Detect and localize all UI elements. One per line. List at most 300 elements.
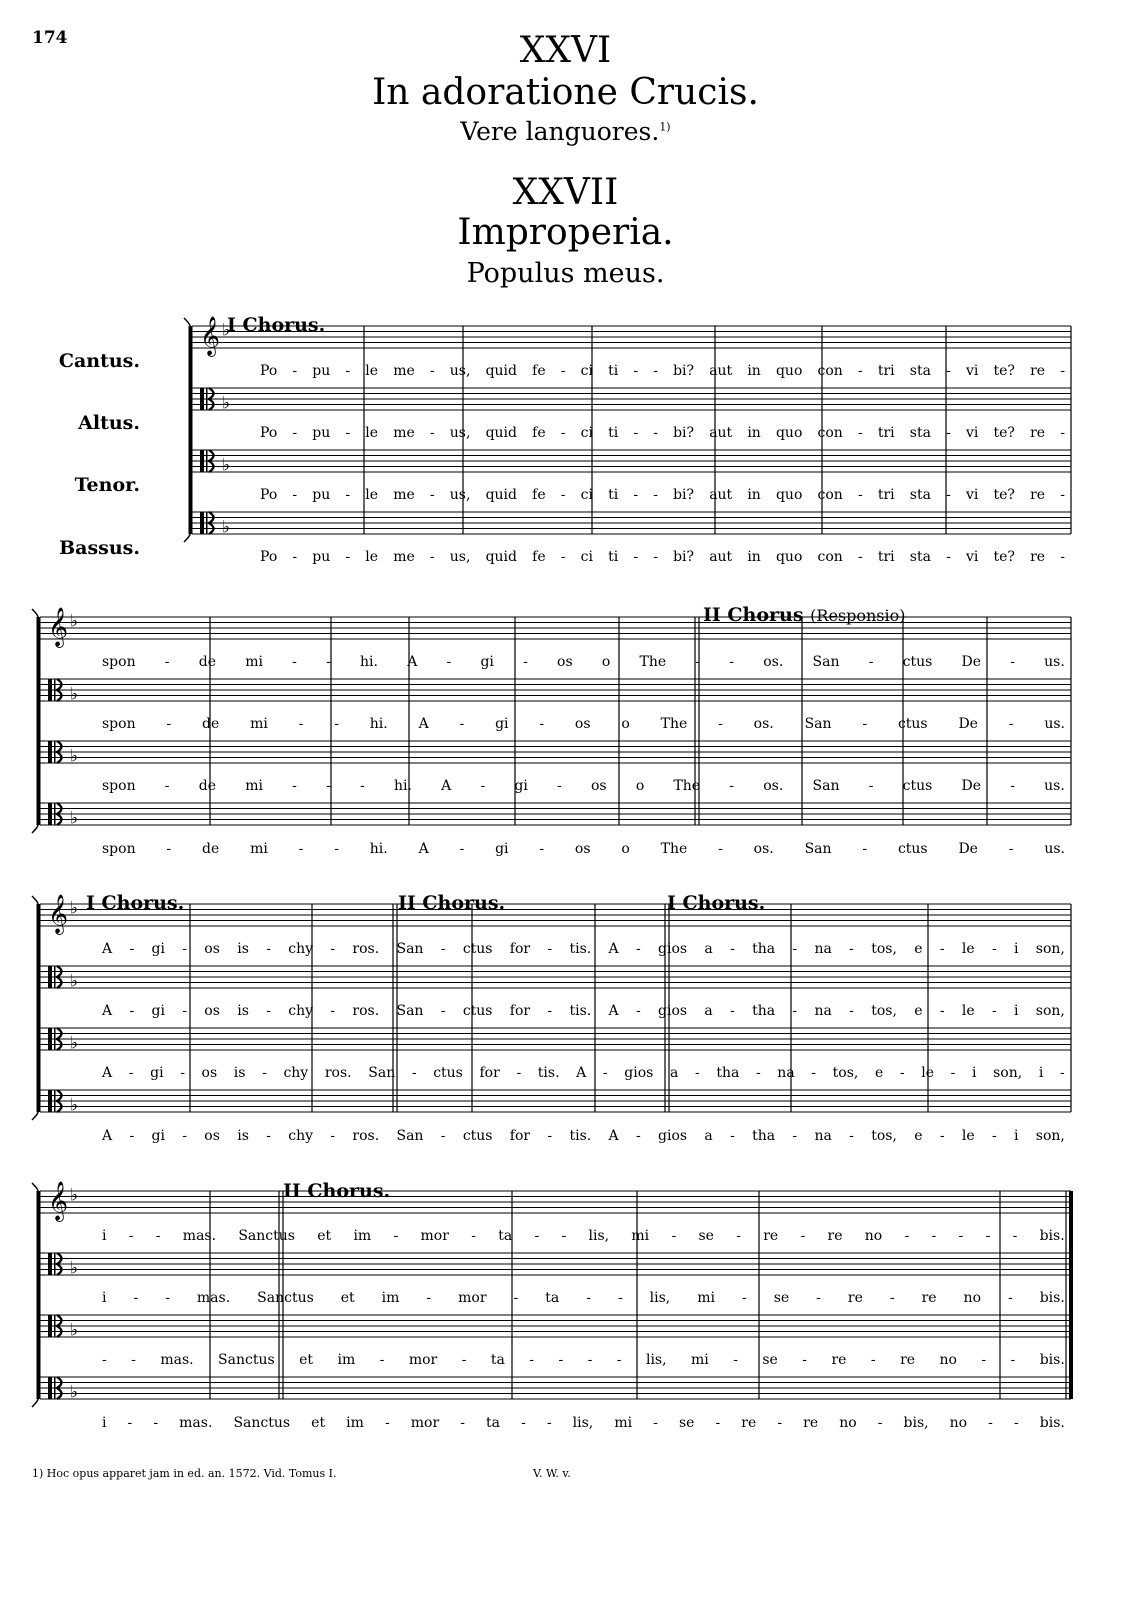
- lyric-hyphen: -: [521, 1415, 526, 1431]
- lyric-syllable: re: [900, 1352, 916, 1368]
- lyric-hyphen: -: [560, 363, 566, 379]
- lyric-hyphen: -: [736, 1228, 741, 1244]
- lyric-hyphen: -: [868, 654, 874, 670]
- lyric-syllable: for: [509, 941, 531, 957]
- lyric-hyphen: -: [127, 1415, 133, 1431]
- lyric-row: [260, 425, 1065, 441]
- lyric-syllable: ti: [608, 487, 619, 503]
- lyric-hyphen: -: [102, 1352, 107, 1368]
- lyric-row: [260, 487, 1065, 503]
- lyric-syllable: for: [509, 1003, 531, 1019]
- lyric-syllable: i: [1014, 941, 1019, 957]
- lyric-syllable: et: [340, 1290, 355, 1306]
- lyric-row: [102, 1128, 1065, 1144]
- lyric-syllable: gios: [658, 1128, 688, 1144]
- lyric-syllable: San: [396, 941, 424, 957]
- c-clef-icon: [48, 679, 52, 701]
- lyric-hyphen: -: [345, 363, 351, 379]
- page-number: 174: [32, 28, 68, 48]
- lyric-hyphen: -: [461, 1352, 467, 1368]
- lyric-syllable: sta: [909, 487, 931, 503]
- lyric-syllable: A: [608, 941, 619, 957]
- lyric-hyphen: -: [393, 1228, 399, 1244]
- lyric-hyphen: -: [1013, 1415, 1019, 1431]
- lyric-hyphen: -: [133, 1290, 139, 1306]
- lyric-hyphen: -: [602, 1065, 608, 1081]
- lyric-syllable: son,: [1035, 1128, 1065, 1144]
- flat-icon: ♭: [222, 393, 231, 414]
- lyric-syllable: us.: [1044, 716, 1065, 732]
- lyric-hyphen: -: [529, 1352, 535, 1368]
- lyric-syllable: us,: [449, 549, 471, 565]
- lyric-hyphen: -: [1010, 1352, 1016, 1368]
- lyric-hyphen: -: [165, 1290, 170, 1306]
- c-clef-icon: [48, 966, 52, 988]
- lyric-syllable: le: [921, 1065, 935, 1081]
- lyric-syllable: vi: [965, 363, 979, 379]
- lyric-syllable: A: [418, 716, 429, 732]
- lyric-syllable: re: [1030, 487, 1046, 503]
- lyric-syllable: The: [639, 654, 667, 670]
- lyric-hyphen: -: [480, 778, 486, 794]
- lyric-syllable: me: [393, 425, 415, 441]
- lyric-syllable: lis,: [645, 1352, 667, 1368]
- lyric-syllable: te?: [993, 487, 1015, 503]
- lyric-syllable: se: [773, 1290, 790, 1306]
- lyric-syllable: me: [393, 549, 415, 565]
- lyric-hyphen: -: [991, 1128, 997, 1144]
- lyric-syllable: me: [393, 363, 415, 379]
- lyric-hyphen: -: [616, 1352, 622, 1368]
- lyric-syllable: i: [972, 1065, 977, 1081]
- flat-icon: ♭: [222, 517, 231, 538]
- lyric-syllable: tha: [752, 1128, 776, 1144]
- lyric-syllable: us.: [1044, 654, 1065, 670]
- lyric-hyphen: -: [1010, 778, 1015, 794]
- section-title-26: In adoratione Crucis.: [372, 72, 759, 113]
- system-bracket: [32, 896, 38, 904]
- lyric-syllable: A: [576, 1065, 587, 1081]
- lyric-syllable: gios: [624, 1065, 654, 1081]
- lyric-hyphen: -: [899, 1065, 905, 1081]
- voice-name-cantus: Cantus.: [58, 350, 140, 372]
- lyric-hyphen: -: [129, 941, 135, 957]
- lyric-syllable: na: [814, 1003, 832, 1019]
- lyric-syllable: ctus: [902, 654, 933, 670]
- lyric-syllable: aut: [709, 363, 733, 379]
- lyric-hyphen: -: [128, 1065, 134, 1081]
- lyric-syllable: vi: [965, 425, 979, 441]
- lyric-hyphen: -: [330, 1128, 336, 1144]
- lyric-syllable: tri: [877, 363, 895, 379]
- system-bracket: [32, 1399, 38, 1407]
- lyric-hyphen: -: [946, 363, 951, 379]
- flat-icon: ♭: [70, 684, 79, 705]
- lyric-syllable: fe: [532, 487, 546, 503]
- lyric-syllable: e: [914, 1003, 923, 1019]
- lyric-syllable: de: [201, 841, 220, 857]
- lyric-syllable: quo: [775, 487, 803, 503]
- lyric-hyphen: -: [345, 425, 351, 441]
- lyric-syllable: ctus: [462, 1003, 493, 1019]
- lyric-syllable: for: [509, 1128, 531, 1144]
- lyric-syllable: in: [747, 363, 761, 379]
- lyric-syllable: San: [368, 1065, 396, 1081]
- lyric-syllable: De: [958, 716, 978, 732]
- lyric-syllable: ti: [608, 425, 619, 441]
- lyric-hyphen: -: [164, 778, 170, 794]
- lyric-hyphen: -: [946, 425, 951, 441]
- lyric-syllable: bi?: [673, 425, 695, 441]
- lyric-hyphen: -: [653, 425, 658, 441]
- lyric-syllable: ci: [580, 363, 593, 379]
- lyric-hyphen: -: [266, 941, 271, 957]
- lyric-syllable: pu: [312, 487, 331, 503]
- lyric-hyphen: -: [939, 1128, 945, 1144]
- lyric-syllable: A: [608, 1128, 619, 1144]
- lyric-syllable: spon: [102, 654, 136, 670]
- lyric-syllable: A: [102, 941, 113, 957]
- c-clef-icon: [48, 1377, 52, 1399]
- lyric-syllable: te?: [993, 363, 1015, 379]
- c-clef-icon: [48, 1028, 52, 1050]
- lyric-syllable: os: [204, 1003, 220, 1019]
- lyric-hyphen: -: [292, 778, 297, 794]
- lyric-syllable: no: [839, 1415, 857, 1431]
- lyric-hyphen: -: [166, 716, 172, 732]
- lyric-syllable: tis.: [569, 1003, 592, 1019]
- lyric-syllable: vi: [965, 487, 979, 503]
- lyric-hyphen: -: [546, 1415, 552, 1431]
- lyric-syllable: re: [741, 1415, 757, 1431]
- lyric-syllable: et: [317, 1228, 332, 1244]
- lyric-hyphen: -: [653, 487, 658, 503]
- lyric-syllable: Po: [260, 487, 278, 503]
- lyric-hyphen: -: [429, 487, 435, 503]
- lyric-syllable: mor: [408, 1352, 438, 1368]
- lyric-syllable: ctus: [902, 778, 933, 794]
- lyric-syllable: no: [939, 1352, 957, 1368]
- lyric-syllable: re: [803, 1415, 819, 1431]
- lyric-syllable: tos,: [871, 1128, 897, 1144]
- flat-icon: ♭: [70, 746, 79, 767]
- incipit-text: Vere languores.: [460, 117, 660, 146]
- lyric-syllable: mas.: [160, 1352, 194, 1368]
- lyric-syllable: gi: [151, 1003, 165, 1019]
- lyric-syllable: pu: [312, 425, 331, 441]
- lyric-hyphen: -: [523, 654, 528, 670]
- lyric-syllable: le: [961, 1003, 975, 1019]
- lyric-syllable: os: [201, 1065, 218, 1081]
- lyric-syllable: se: [698, 1228, 714, 1244]
- lyric-syllable: re: [1030, 363, 1046, 379]
- lyric-syllable: in: [747, 487, 761, 503]
- lyric-syllable: us.: [1044, 841, 1065, 857]
- lyric-syllable: de: [198, 654, 216, 670]
- lyric-syllable: The: [660, 841, 688, 857]
- flat-icon: ♭: [70, 808, 79, 829]
- c-clef-icon: [48, 803, 52, 825]
- lyric-hyphen: -: [539, 841, 545, 857]
- treble-clef-icon: 𝄞: [48, 607, 69, 647]
- lyric-syllable: na: [777, 1065, 795, 1081]
- lyric-syllable: de: [201, 716, 220, 732]
- lyric-hyphen: -: [166, 841, 172, 857]
- lyric-syllable: ci: [580, 549, 593, 565]
- lyric-syllable: ctus: [433, 1065, 463, 1081]
- treble-clef-icon: 𝄞: [48, 1181, 69, 1221]
- lyric-syllable: bi?: [673, 487, 695, 503]
- lyric-hyphen: -: [516, 1065, 522, 1081]
- lyric-hyphen: -: [635, 1128, 641, 1144]
- lyric-syllable: is: [233, 1065, 246, 1081]
- lyric-hyphen: -: [153, 1415, 159, 1431]
- lyric-syllable: chy: [288, 1003, 314, 1019]
- lyric-hyphen: -: [292, 363, 298, 379]
- lyric-hyphen: -: [429, 363, 435, 379]
- lyric-hyphen: -: [561, 1228, 567, 1244]
- lyric-syllable: ta: [545, 1290, 560, 1306]
- system-bracket: [32, 1183, 38, 1191]
- lyric-syllable: mas.: [179, 1415, 213, 1431]
- lyric-syllable: quo: [775, 363, 803, 379]
- lyric-hyphen: -: [262, 1065, 267, 1081]
- lyric-hyphen: -: [718, 716, 723, 732]
- lyric-hyphen: -: [889, 1290, 895, 1306]
- lyric-row: [102, 941, 1065, 957]
- lyric-hyphen: -: [633, 425, 639, 441]
- lyric-syllable: Sanctus: [233, 1415, 291, 1431]
- c-clef-icon: [48, 741, 52, 763]
- lyric-row: [102, 1065, 1065, 1081]
- lyric-hyphen: -: [981, 1352, 987, 1368]
- lyric-syllable: mor: [458, 1290, 487, 1306]
- lyric-hyphen: -: [182, 941, 187, 957]
- lyric-hyphen: -: [1010, 654, 1015, 670]
- lyric-syllable: o: [601, 654, 611, 670]
- flat-icon: ♭: [70, 1033, 79, 1054]
- lyric-syllable: os.: [763, 654, 784, 670]
- lyric-syllable: tos,: [871, 1003, 897, 1019]
- lyric-syllable: tri: [877, 425, 895, 441]
- treble-clef-icon: 𝄞: [200, 316, 221, 356]
- lyric-hyphen: -: [877, 1415, 883, 1431]
- lyric-syllable: et: [311, 1415, 326, 1431]
- system-bracket: [32, 609, 38, 617]
- lyric-syllable: A: [441, 778, 452, 794]
- lyric-syllable: ros.: [352, 1003, 380, 1019]
- lyric-syllable: lis,: [572, 1415, 594, 1431]
- lyric-syllable: A: [102, 1003, 113, 1019]
- lyric-syllable: A: [608, 1003, 619, 1019]
- lyric-hyphen: -: [180, 1065, 185, 1081]
- lyric-syllable: bis,: [903, 1415, 929, 1431]
- lyric-syllable: ros.: [352, 941, 380, 957]
- lyric-hyphen: -: [298, 716, 304, 732]
- lyric-hyphen: -: [539, 716, 545, 732]
- lyric-syllable: The: [660, 716, 688, 732]
- lyric-syllable: ta: [498, 1228, 513, 1244]
- c-clef-icon: [200, 512, 204, 534]
- section-title-27: Improperia.: [457, 212, 674, 253]
- lyric-syllable: son,: [1035, 941, 1065, 957]
- lyric-syllable: Sanctus: [257, 1290, 314, 1306]
- lyric-syllable: mas.: [196, 1290, 231, 1306]
- lyric-syllable: mor: [410, 1415, 440, 1431]
- lyric-hyphen: -: [334, 841, 339, 857]
- chorus-label: I Chorus.: [227, 314, 326, 336]
- lyric-hyphen: -: [946, 487, 951, 503]
- lyric-hyphen: -: [459, 716, 465, 732]
- lyric-syllable: se: [762, 1352, 778, 1368]
- lyric-syllable: hi.: [360, 654, 378, 670]
- chorus-label: I Chorus.: [667, 892, 766, 914]
- lyric-syllable: i: [102, 1228, 107, 1244]
- lyric-hyphen: -: [1060, 363, 1065, 379]
- lyric-hyphen: -: [266, 1128, 271, 1144]
- lyric-hyphen: -: [334, 716, 339, 732]
- lyric-syllable: ros.: [324, 1065, 352, 1081]
- lyric-syllable: e: [914, 941, 923, 957]
- lyric-syllable: bi?: [673, 549, 695, 565]
- lyric-syllable: le: [961, 1128, 975, 1144]
- lyric-hyphen: -: [729, 778, 735, 794]
- lyric-syllable: ctus: [897, 841, 928, 857]
- lyric-syllable: no: [949, 1415, 968, 1431]
- lyric-syllable: hi.: [369, 716, 388, 732]
- lyric-hyphen: -: [718, 841, 723, 857]
- lyric-hyphen: -: [792, 1128, 798, 1144]
- section-incipit-27: Populus meus.: [466, 258, 665, 289]
- lyric-hyphen: -: [741, 1290, 747, 1306]
- flat-icon: ♭: [70, 611, 79, 632]
- lyric-row: [102, 1003, 1065, 1019]
- lyric-syllable: no: [864, 1228, 883, 1244]
- lyric-syllable: ti: [608, 363, 619, 379]
- lyric-hyphen: -: [129, 1128, 135, 1144]
- lyric-syllable: a: [704, 1003, 713, 1019]
- lyric-hyphen: -: [633, 487, 639, 503]
- lyric-syllable: sta: [909, 363, 931, 379]
- lyric-hyphen: -: [857, 363, 863, 379]
- lyric-hyphen: -: [440, 1003, 446, 1019]
- flat-icon: ♭: [70, 898, 79, 919]
- section-number-27: XXVII: [512, 172, 619, 213]
- lyric-syllable: us,: [449, 363, 471, 379]
- lyric-hyphen: -: [379, 1352, 385, 1368]
- lyric-hyphen: -: [384, 1415, 390, 1431]
- treble-clef-icon: 𝄞: [48, 894, 69, 934]
- lyric-syllable: fe: [532, 425, 546, 441]
- lyric-syllable: os: [204, 941, 220, 957]
- lyric-row: [102, 1415, 1065, 1431]
- lyric-syllable: aut: [709, 549, 733, 565]
- lyric-syllable: gi: [151, 1128, 165, 1144]
- lyric-syllable: te?: [993, 549, 1015, 565]
- c-clef-icon: [200, 388, 204, 410]
- lyric-syllable: vi: [965, 549, 979, 565]
- lyric-syllable: re: [1030, 549, 1046, 565]
- lyric-hyphen: -: [939, 941, 945, 957]
- c-clef-icon: [200, 450, 204, 472]
- lyric-syllable: le: [365, 487, 379, 503]
- lyric-row: [260, 549, 1065, 565]
- lyric-hyphen: -: [1060, 549, 1065, 565]
- lyric-syllable: bis.: [1039, 1228, 1065, 1244]
- lyric-syllable: con: [817, 363, 843, 379]
- lyric-syllable: o: [635, 778, 645, 794]
- lyric-syllable: quo: [775, 425, 803, 441]
- lyric-syllable: Po: [260, 549, 278, 565]
- lyric-hyphen: -: [534, 1228, 540, 1244]
- lyric-syllable: in: [747, 425, 761, 441]
- chorus-label: II Chorus.: [398, 892, 506, 914]
- lyric-syllable: aut: [709, 425, 733, 441]
- lyric-syllable: quid: [485, 549, 517, 565]
- lyric-syllable: tis.: [569, 941, 592, 957]
- lyric-hyphen: -: [560, 425, 566, 441]
- lyric-row: [102, 654, 1065, 670]
- lyric-syllable: fe: [532, 549, 546, 565]
- lyric-row: [102, 841, 1065, 857]
- lyric-hyphen: -: [800, 1228, 806, 1244]
- lyric-hyphen: -: [950, 1065, 956, 1081]
- lyric-hyphen: -: [991, 1003, 997, 1019]
- c-clef-icon: [48, 1315, 52, 1337]
- lyric-syllable: Sanctus: [238, 1228, 295, 1244]
- lyric-hyphen: -: [292, 425, 298, 441]
- lyric-syllable: os.: [753, 716, 774, 732]
- lyric-syllable: spon: [102, 841, 136, 857]
- lyric-syllable: con: [817, 487, 843, 503]
- lyric-hyphen: -: [857, 425, 863, 441]
- c-clef-icon: [48, 1253, 52, 1275]
- lyric-hyphen: -: [671, 1228, 677, 1244]
- lyric-syllable: na: [814, 941, 832, 957]
- chorus-label: I Chorus.: [86, 892, 185, 914]
- voice-name-tenor: Tenor.: [74, 474, 140, 496]
- lyric-hyphen: -: [440, 1128, 446, 1144]
- lyric-hyphen: -: [730, 941, 735, 957]
- lyric-hyphen: -: [1059, 1065, 1065, 1081]
- lyric-row: [102, 1352, 1065, 1368]
- flat-icon: ♭: [222, 455, 231, 476]
- lyric-hyphen: -: [939, 1003, 945, 1019]
- lyric-syllable: San: [812, 778, 840, 794]
- lyric-syllable: mi: [250, 716, 268, 732]
- lyric-hyphen: -: [730, 1003, 735, 1019]
- lyric-hyphen: -: [857, 549, 863, 565]
- lyric-syllable: im: [353, 1228, 372, 1244]
- lyric-hyphen: -: [904, 1228, 910, 1244]
- lyric-syllable: De: [961, 778, 982, 794]
- lyric-syllable: pu: [312, 549, 331, 565]
- lyric-hyphen: -: [1008, 841, 1014, 857]
- lyric-syllable: ctus: [462, 941, 493, 957]
- lyric-syllable: ros.: [352, 1128, 380, 1144]
- lyric-syllable: a: [704, 941, 713, 957]
- lyric-syllable: a: [704, 1128, 713, 1144]
- lyric-syllable: San: [804, 716, 832, 732]
- lyric-syllable: i: [1014, 1128, 1019, 1144]
- lyric-syllable: quo: [775, 549, 803, 565]
- lyric-syllable: tha: [752, 941, 776, 957]
- lyric-row: [260, 363, 1065, 379]
- lyric-syllable: lis,: [649, 1290, 671, 1306]
- lyric-syllable: con: [817, 549, 843, 565]
- lyric-hyphen: -: [755, 1065, 761, 1081]
- lyric-syllable: mi: [614, 1415, 633, 1431]
